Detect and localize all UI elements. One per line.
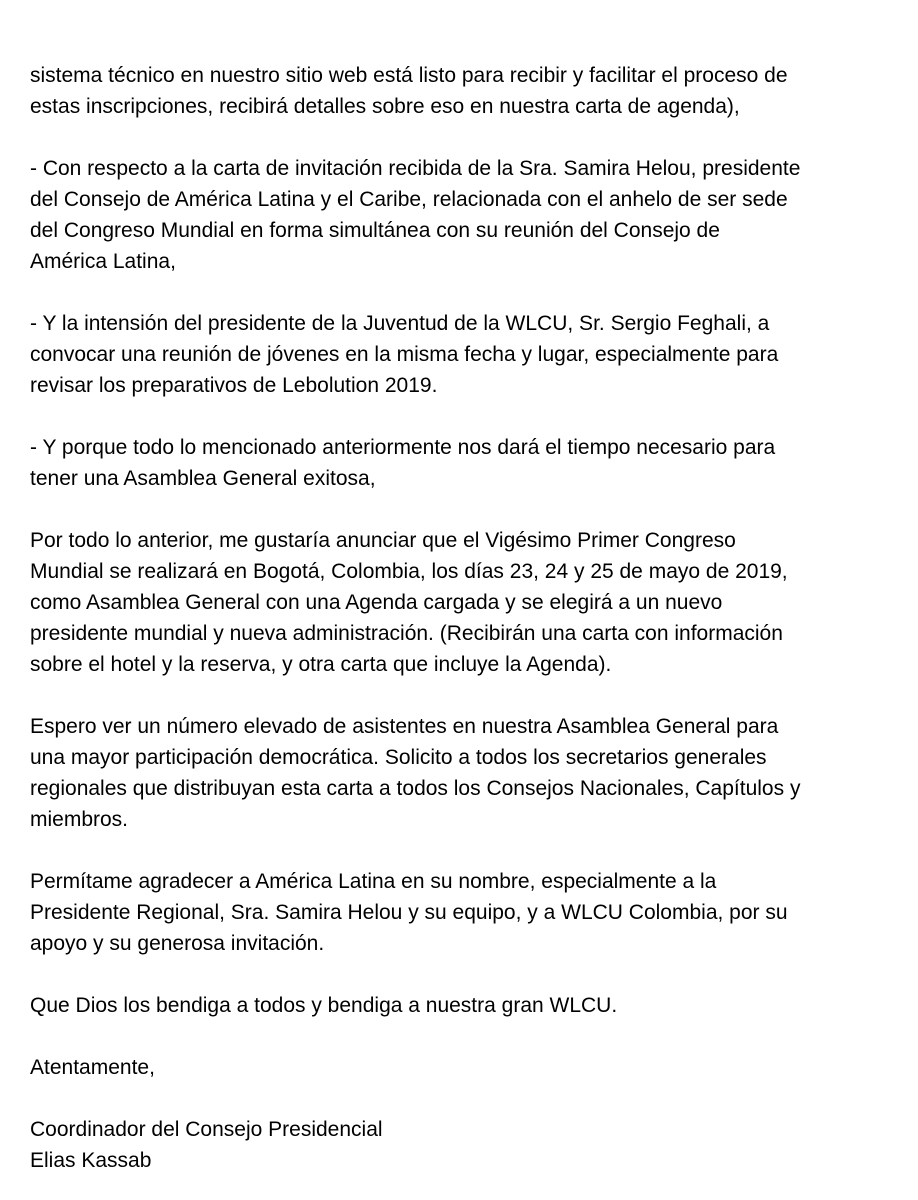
text-line: sobre el hotel y la reserva, y otra carta que incluye la Agenda). — [30, 653, 612, 676]
paragraph-youth — [30, 308, 900, 401]
text-line: revisar los preparativos de Lebolution 2019. — [30, 374, 438, 397]
signature-title: Coordinador del Consejo Presidencial — [30, 1118, 383, 1141]
paragraph-invitation — [30, 153, 900, 277]
text-line: estas inscripciones, recibirá detalles sobre eso en nuestra carta de agenda), — [30, 95, 740, 118]
text-line: - Con respecto a la carta de invitación recibida de la Sra. Samira Helou, presidente — [30, 157, 801, 180]
text-line: América Latina, — [30, 250, 176, 273]
text-line: apoyo y su generosa invitación. — [30, 932, 325, 955]
text-line: Mundial se realizará en Bogotá, Colombia, los días 23, 24 y 25 de mayo de 2019, — [30, 560, 788, 583]
text-line: convocar una reunión de jóvenes en la misma fecha y lugar, especialmente para — [30, 343, 779, 366]
signature-name: Elias Kassab — [30, 1149, 152, 1172]
text-line: Por todo lo anterior, me gustaría anunciar que el Vigésimo Primer Congreso — [30, 529, 736, 552]
paragraph-intro — [30, 60, 900, 122]
paragraph-reason — [30, 432, 900, 494]
paragraph-announcement — [30, 525, 900, 680]
text-line: miembros. — [30, 808, 129, 831]
text-line: del Congreso Mundial en forma simultánea con su reunión del Consejo de — [30, 219, 720, 242]
text-line: - Y la intensión del presidente de la Juventud de la WLCU, Sr. Sergio Feghali, a — [30, 312, 770, 335]
text-line: Presidente Regional, Sra. Samira Helou y su equipo, y a WLCU Colombia, por su — [30, 901, 788, 924]
text-line: - Y porque todo lo mencionado anteriormente nos dará el tiempo necesario para — [30, 436, 776, 459]
text-line: como Asamblea General con una Agenda cargada y se elegirá a un nuevo — [30, 591, 723, 614]
paragraph-participation — [30, 711, 900, 835]
paragraph-closing — [30, 1052, 900, 1083]
text-line: Permítame agradecer a América Latina en su nombre, especialmente a la — [30, 870, 717, 893]
paragraph-thanks — [30, 866, 900, 959]
paragraph-blessing — [30, 990, 900, 1021]
letter-page — [30, 60, 900, 1176]
text-line: una mayor participación democrática. Solicito a todos los secretarios generales — [30, 746, 767, 769]
signature-block — [30, 1114, 900, 1176]
closing-salutation: Atentamente, — [30, 1056, 155, 1079]
text-line: tener una Asamblea General exitosa, — [30, 467, 376, 490]
text-line: regionales que distribuyan esta carta a todos los Consejos Nacionales, Capítulos y — [30, 777, 801, 800]
text-line: presidente mundial y nueva administración. (Recibirán una carta con información — [30, 622, 783, 645]
text-line: Que Dios los bendiga a todos y bendiga a nuestra gran WLCU. — [30, 994, 618, 1017]
text-line: Espero ver un número elevado de asistentes en nuestra Asamblea General para — [30, 715, 779, 738]
text-line: del Consejo de América Latina y el Caribe, relacionada con el anhelo de ser sede — [30, 188, 788, 211]
text-line: sistema técnico en nuestro sitio web está listo para recibir y facilitar el proceso de — [30, 64, 788, 87]
